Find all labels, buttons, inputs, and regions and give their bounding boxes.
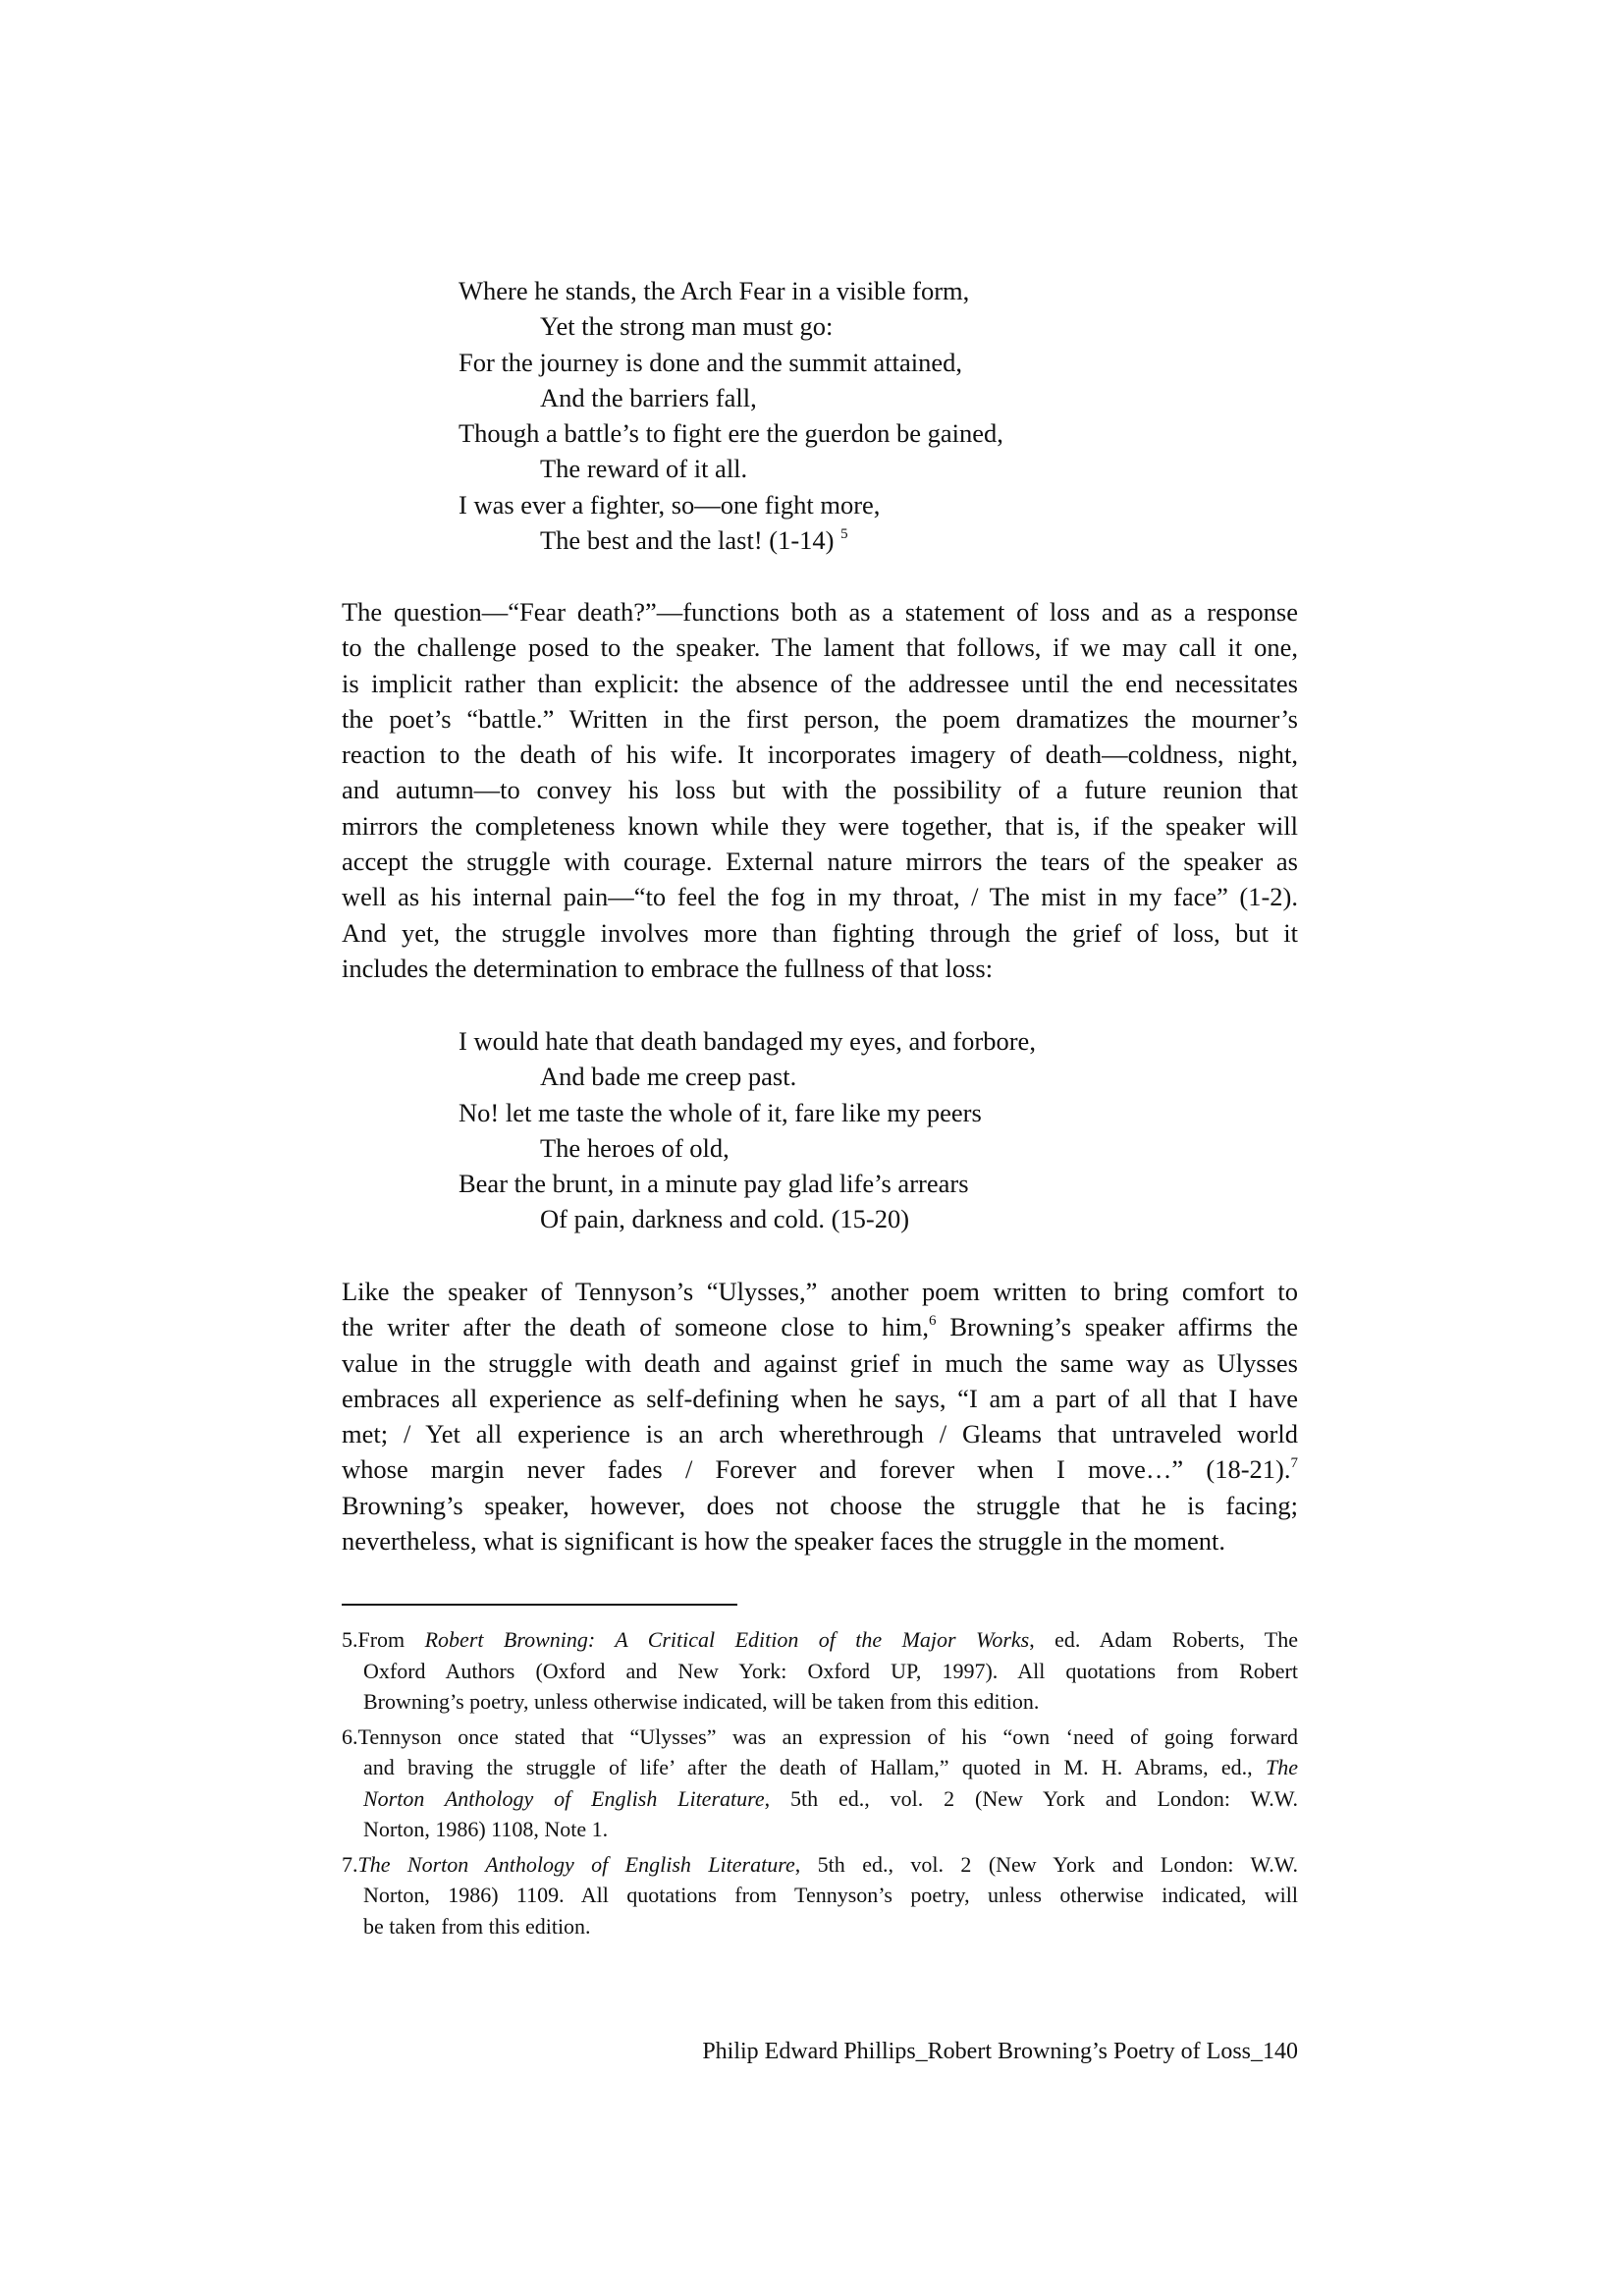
footnote-text: Oxford Authors (Oxford and New York: Oxford UP, 1997). All quotations from Robert: [363, 1658, 1298, 1683]
poem-line: [459, 1201, 1303, 1236]
footnote-line: [342, 1880, 1298, 1911]
paragraph-line-text: Like the speaker of Tennyson’s “Ulysses,” another poem written to bring comfort to: [342, 1277, 1298, 1306]
footnote-line: [342, 1686, 1298, 1718]
poem-line: [459, 522, 1303, 558]
footnote-text: Norton Anthology of English Literature: [363, 1785, 765, 1811]
paragraph-line-text: embraces all experience as self-defining when he says, “I am a part of all that I have: [342, 1383, 1298, 1413]
poem-excerpt-2: [459, 1023, 1303, 1237]
poem-line-text: Bear the brunt, in a minute pay glad life’s arrears: [459, 1169, 969, 1199]
footnote-line: [342, 1624, 1298, 1656]
page-footer: Philip Edward Phillips_Robert Browning’s Poetry of Loss_140: [702, 2039, 1298, 2064]
paragraph-line-text: met; / Yet all experience is an arch wherethrough / Gleams that untraveled world: [342, 1419, 1298, 1449]
footnote-text: , 5th ed., vol. 2 (New York and London: W.W.: [764, 1785, 1298, 1811]
paragraph-line: The question—“Fear death?”—functions both as a statement of loss and as a response: [342, 597, 1298, 627]
footnote-number: 5.: [342, 1627, 358, 1652]
paragraph-line-text: nevertheless, what is significant is how the speaker faces the struggle in the moment.: [342, 1526, 1226, 1557]
paragraph-line: includes the determination to embrace the fullness of that loss:: [342, 953, 994, 983]
poem-line: [459, 1023, 1303, 1059]
footnote-line: [342, 1911, 1298, 1942]
paragraph-line-text: value in the struggle with death and against grief in much the same way as Ulysses: [342, 1347, 1298, 1378]
poem-line-text: I would hate that death bandaged my eyes, and forbore,: [459, 1026, 1036, 1056]
paragraph-line: to the challenge posed to the speaker. The lament that follows, if we may call it one,: [342, 632, 1298, 663]
footnote-line: [342, 1783, 1298, 1815]
footnote-text: Robert Browning: A Critical Edition of the Major Works: [424, 1627, 1030, 1652]
poem-line: [459, 487, 1303, 522]
footnote-text: Browning’s poetry, unless otherwise indicated, will be taken from this edition.: [363, 1689, 1040, 1714]
paragraph-line: [342, 1451, 1298, 1487]
paragraph-line: [342, 1345, 1298, 1381]
poem-line: [459, 1166, 1303, 1201]
footnote-ref: 7: [1290, 1455, 1298, 1472]
paragraph-line: [342, 1488, 1298, 1523]
paragraph-line-text: whose margin never fades / Forever and forever when I move…” (18-21).: [342, 1454, 1291, 1485]
poem-line-text: Though a battle’s to fight ere the guerdon be gained,: [459, 418, 1003, 449]
paragraph-line: accept the struggle with courage. External nature mirrors the tears of the speaker as: [342, 847, 1298, 877]
footnote-text: be taken from this edition.: [363, 1913, 591, 1939]
poem-line-text: I was ever a fighter, so—one fight more,: [459, 489, 881, 519]
poem-line-text: Where he stands, the Arch Fear in a visible form,: [459, 276, 970, 305]
paragraph-line: well as his internal pain—“to feel the fog in my throat, / The mist in my face” (1-2).: [342, 882, 1298, 912]
poem-line: [459, 1095, 1303, 1130]
body-paragraph-2: [342, 1274, 1298, 1558]
footnote-number: 6.: [342, 1723, 358, 1749]
poem-line: [459, 308, 1303, 344]
paragraph-line-text: the writer after the death of someone close to him,: [342, 1312, 929, 1342]
footnote-text: From: [357, 1627, 425, 1652]
footnote: [342, 1849, 1298, 1942]
footnote-ref: 5: [840, 526, 848, 543]
footnote-line: [342, 1722, 1298, 1753]
paragraph-line-text: Browning’s speaker, however, does not choose the struggle that he is facing;: [342, 1490, 1298, 1520]
poem-line: [459, 1059, 1303, 1094]
footnotes: [342, 1624, 1298, 1945]
footnote-text: Norton, 1986) 1109. All quotations from Tennyson’s poetry, unless otherwise indicated, will: [363, 1883, 1298, 1907]
footnote-text: Norton, 1986) 1108, Note 1.: [363, 1817, 609, 1841]
paragraph-line: And yet, the struggle involves more than fighting through the grief of loss, but it: [342, 917, 1298, 948]
footnote-text: , 5th ed., vol. 2 (New York and London: W.W.: [794, 1851, 1298, 1877]
footnote-ref: 6: [928, 1313, 937, 1330]
paragraph-line: [342, 1309, 1298, 1344]
paragraph-line: [342, 1381, 1298, 1416]
paragraph-line: [342, 1416, 1298, 1451]
footnote-text: , ed. Adam Roberts, The: [1029, 1627, 1298, 1652]
body-paragraph-1: [342, 594, 1298, 986]
poem-line-text: The reward of it all.: [540, 454, 748, 484]
footnote: [342, 1624, 1298, 1718]
footnote-text: and braving the struggle of life’ after the death of Hallam,” quoted in M. H. Abrams, ed.,: [363, 1755, 1266, 1779]
footnote: [342, 1722, 1298, 1845]
paragraph-line-text: Browning’s speaker affirms the: [936, 1312, 1298, 1342]
poem-line-text: And the barriers fall,: [540, 382, 757, 412]
footnote-text: The: [1266, 1755, 1298, 1779]
paragraph-line: mirrors the completeness known while they were together, that is, if the speaker will: [342, 810, 1298, 841]
paragraph-line: [342, 1523, 1298, 1558]
poem-excerpt-1: [459, 273, 1303, 558]
paragraph-line: and autumn—to convey his loss but with the possibility of a future reunion that: [342, 775, 1298, 805]
footnote-divider: [342, 1604, 737, 1606]
paragraph-line: [342, 1274, 1298, 1309]
poem-line: [459, 345, 1303, 380]
footnote-line: [342, 1656, 1298, 1687]
poem-line: [459, 273, 1303, 308]
paragraph-line: is implicit rather than explicit: the absence of the addressee until the end necessitates: [342, 668, 1298, 698]
footnote-line: [342, 1752, 1298, 1783]
poem-line-text: The heroes of old,: [540, 1132, 730, 1163]
poem-line-text: And bade me creep past.: [540, 1062, 797, 1092]
poem-line-text: For the journey is done and the summit attained,: [459, 347, 962, 377]
poem-line-text: Of pain, darkness and cold. (15-20): [540, 1204, 910, 1234]
paragraph-line: reaction to the death of his wife. It incorporates imagery of death—coldness, night,: [342, 739, 1298, 770]
poem-line-text: The best and the last! (1-14): [540, 525, 835, 556]
footnote-line: [342, 1849, 1298, 1881]
poem-line: [459, 380, 1303, 415]
footnote-text: The Norton Anthology of English Literature: [357, 1851, 795, 1877]
poem-line: [459, 451, 1303, 486]
poem-line-text: Yet the strong man must go:: [540, 311, 834, 342]
poem-line-text: No! let me taste the whole of it, fare like my peers: [459, 1097, 982, 1127]
poem-line: [459, 415, 1303, 451]
footnote-line: [342, 1814, 1298, 1845]
paragraph-line: the poet’s “battle.” Written in the first person, the poem dramatizes the mourner’s: [342, 703, 1298, 734]
footnote-number: 7.: [342, 1851, 358, 1877]
poem-line: [459, 1130, 1303, 1166]
footnote-text: Tennyson once stated that “Ulysses” was an expression of his “own ‘need of going forward: [357, 1723, 1298, 1749]
